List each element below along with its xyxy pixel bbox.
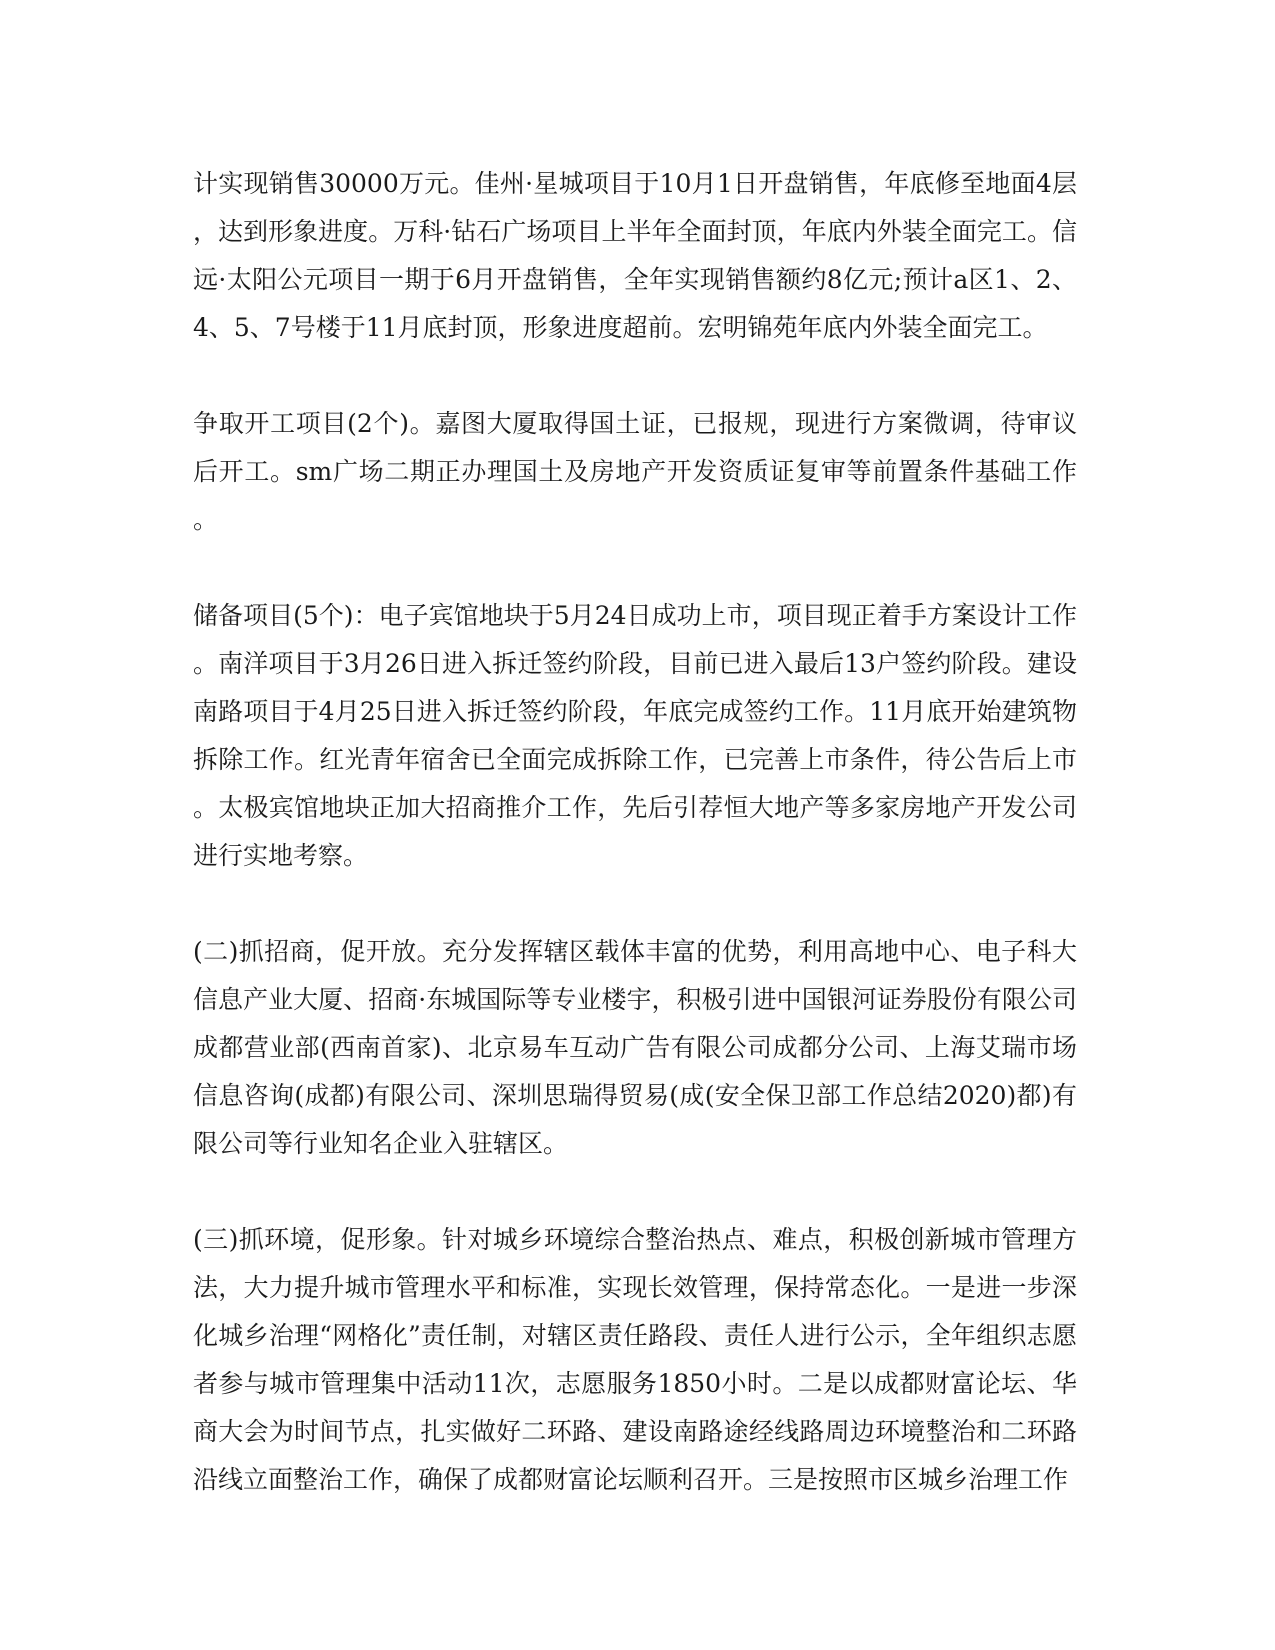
- paragraph-investment-promotion: (二)抓招商，促开放。充分发挥辖区载体丰富的优势，利用高地中心、电子科大信息产业大厦、招商·东城国际等专业楼宇，积极引进中国银河证券股份有限公司成都营业部(西南首家)、北京易车互动广告有限公司成都分公司、上海艾瑞市场信息咨询(成都)有限公司、深圳思瑞得贸易(成(安全保卫部工作总结2020)都)有限公司等行业知名企业入驻辖区。: [193, 937, 1077, 1158]
- paragraph-projects-to-start: 争取开工项目(2个)。嘉图大厦取得国土证，已报规，现进行方案微调，待审议后开工。sm广场二期正办理国土及房地产开发资质证复审等前置条件基础工作。: [193, 409, 1077, 534]
- paragraph-reserve-projects: 储备项目(5个)：电子宾馆地块于5月24日成功上市，项目现正着手方案设计工作。南洋项目于3月26日进入拆迁签约阶段，目前已进入最后13户签约阶段。建设南路项目于4月25日进入拆迁签约阶段，年底完成签约工作。11月底开始建筑物拆除工作。红光青年宿舍已全面完成拆除工作，已完善上市条件，待公告后上市。太极宾馆地块正加大招商推介工作，先后引荐恒大地产等多家房地产开发公司进行实地考察。: [193, 601, 1077, 870]
- document-body: [193, 160, 1077, 1552]
- paragraph-environment: (三)抓环境，促形象。针对城乡环境综合整治热点、难点，积极创新城市管理方法，大力提升城市管理水平和标准，实现长效管理，保持常态化。一是进一步深化城乡治理“网格化”责任制，对辖区责任路段、责任人进行公示，全年组织志愿者参与城市管理集中活动11次，志愿服务1850小时。二是以成都财富论坛、华商大会为时间节点，扎实做好二环路、建设南路途经线路周边环境整治和二环路沿线立面整治工作，确保了成都财富论坛顺利召开。三是按照市区城乡治理工作: [193, 1225, 1077, 1494]
- paragraph-project-progress: 计实现销售30000万元。佳州·星城项目于10月1日开盘销售，年底修至地面4层，达到形象进度。万科·钻石广场项目上半年全面封顶，年底内外装全面完工。信远·太阳公元项目一期于6月开盘销售，全年实现销售额约8亿元;预计a区1、2、4、5、7号楼于11月底封顶，形象进度超前。宏明锦苑年底内外装全面完工。: [193, 169, 1077, 342]
